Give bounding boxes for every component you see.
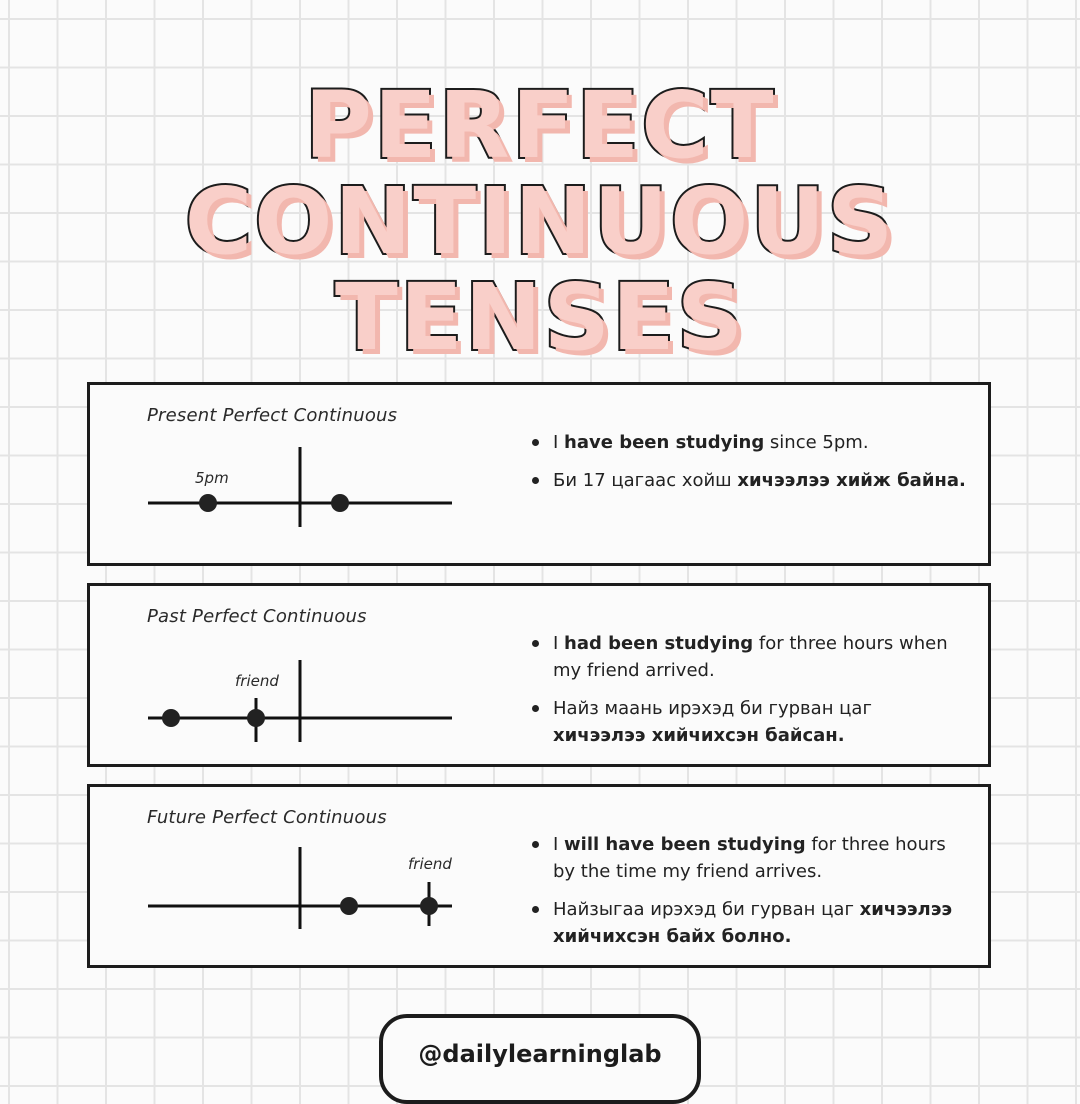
- example-mongolian: Найзыгаа ирэхэд би гурван цаг хичээлээ хийчихсэн байх болно.: [530, 896, 970, 950]
- example-list: [530, 831, 970, 961]
- event-point: [247, 709, 265, 727]
- example-english: I will have been studying for three hours by the time my friend arrives.: [530, 831, 970, 885]
- panel-future-perfect-continuous: [87, 784, 991, 968]
- example-english: I had been studying for three hours when my friend arrived.: [530, 630, 970, 684]
- start-point: [162, 709, 180, 727]
- title-line-3: TENSES: [335, 264, 745, 371]
- timeline-diagram: [90, 586, 510, 770]
- page-title: [0, 72, 1080, 371]
- example-mongolian: Би 17 цагаас хойш хичээлээ хийж байна.: [530, 467, 970, 494]
- example-english: I have been studying since 5pm.: [530, 429, 970, 456]
- title-line-2: CONTINUOUS: [184, 168, 896, 275]
- future-point: [340, 897, 358, 915]
- title-line-1: PERFECT: [304, 72, 776, 179]
- social-handle-badge: [379, 1014, 701, 1104]
- panel-present-perfect-continuous: [87, 382, 991, 566]
- panel-heading: Present Perfect Continuous: [147, 405, 398, 426]
- example-mongolian: Найз маань ирэхэд би гурван цаг хичээлээ хийчихсэн байсан.: [530, 695, 970, 749]
- panel-heading: Past Perfect Continuous: [147, 606, 367, 627]
- panel-heading: Future Perfect Continuous: [147, 807, 387, 828]
- timeline-label: friend: [235, 672, 279, 690]
- timeline-diagram: [90, 787, 510, 971]
- panel-past-perfect-continuous: [87, 583, 991, 767]
- example-list: [530, 429, 970, 505]
- social-handle: @dailylearninglab: [418, 1040, 662, 1068]
- start-point: [199, 494, 217, 512]
- timeline-label: friend: [408, 855, 452, 873]
- future-point: [331, 494, 349, 512]
- timeline-diagram: [90, 385, 510, 569]
- timeline-label: 5pm: [195, 469, 229, 487]
- example-list: [530, 630, 970, 760]
- event-point: [420, 897, 438, 915]
